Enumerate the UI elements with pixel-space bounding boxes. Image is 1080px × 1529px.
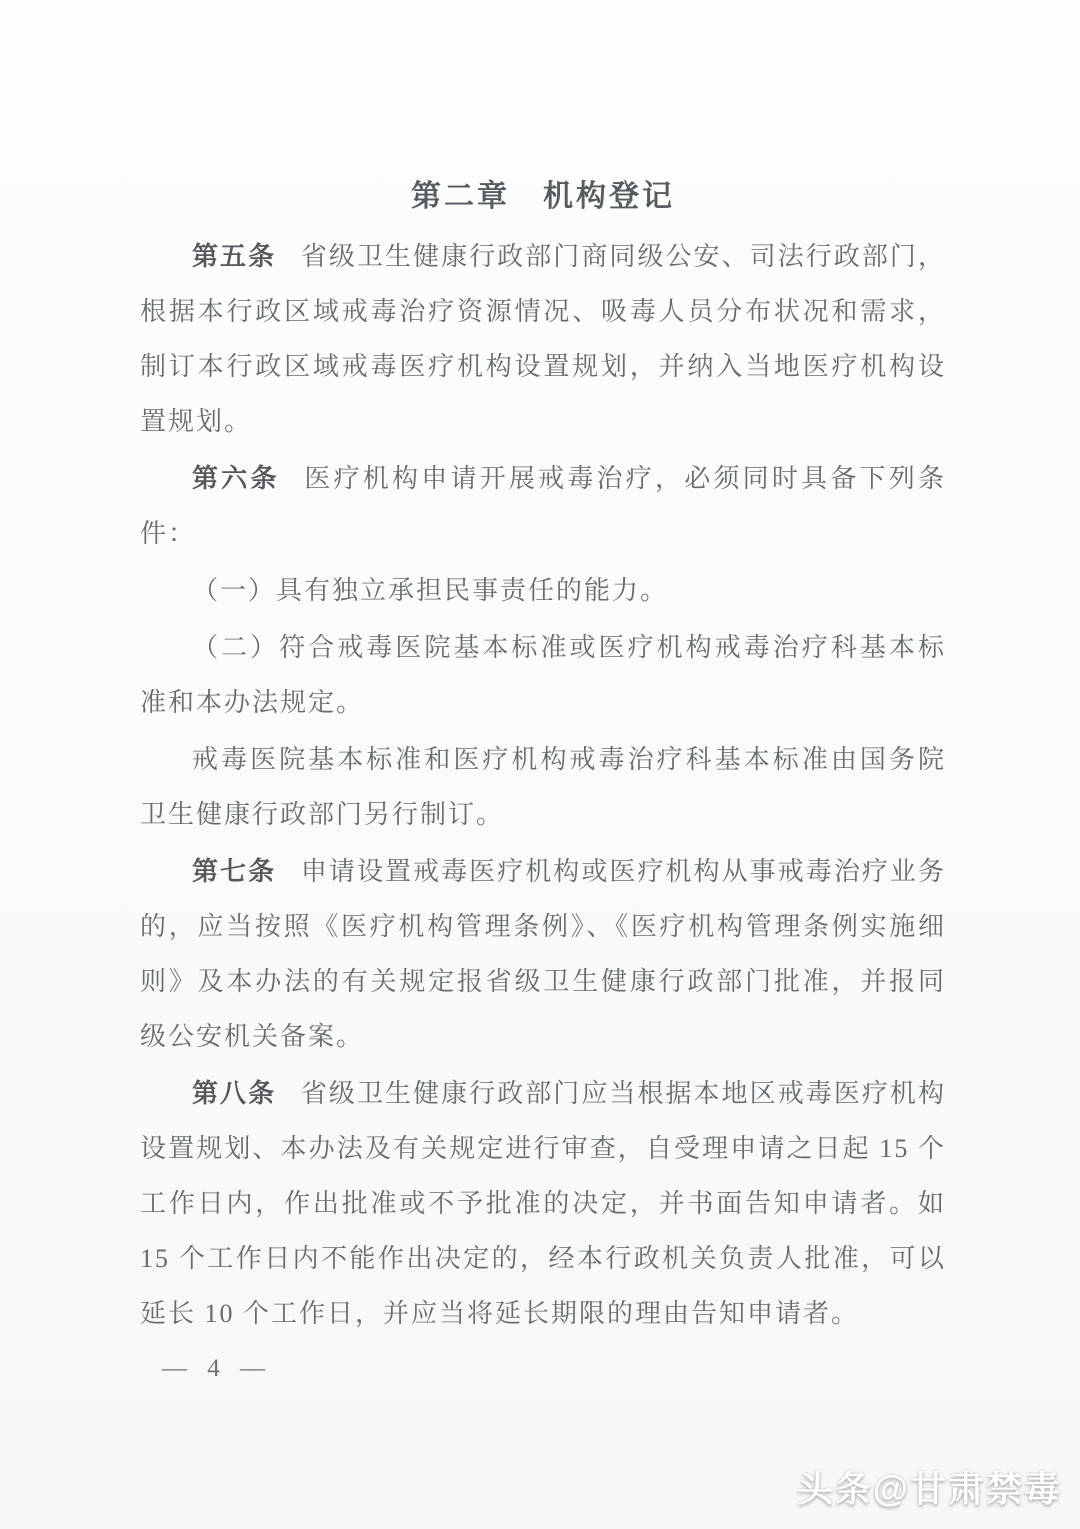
watermark: 头条@甘肃禁毒 [796, 1468, 1062, 1509]
paragraph-article-6 [140, 451, 946, 561]
standards-note-text: 戒毒医院基本标准和医疗机构戒毒治疗科基本标准由国务院卫生健康行政部门另行制订。 [140, 745, 946, 829]
paragraph-item-2 [140, 620, 946, 730]
article-8-text: 省级卫生健康行政部门应当根据本地区戒毒医疗机构设置规划、本办法及有关规定进行审查，自受理申请之日起 15 个工作日内，作出批准或不予批准的决定，并书面告知申请者。如 15 个工作日内不能作出决定的，经本行政机关负责人批准，可以延长 10 个工作日，并应当将延长期限的理由告知申请者。 [140, 1079, 946, 1328]
article-7-term: 第七条 [192, 857, 277, 886]
article-6-text: 医疗机构申请开展戒毒治疗，必须同时具备下列条件： [140, 464, 946, 548]
paragraph-article-5 [140, 229, 946, 449]
article-5-text: 省级卫生健康行政部门商同级公安、司法行政部门，根据本行政区域戒毒治疗资源情况、吸毒人员分布状况和需求，制订本行政区域戒毒医疗机构设置规划，并纳入当地医疗机构设置规划。 [140, 242, 946, 436]
article-7-text: 申请设置戒毒医疗机构或医疗机构从事戒毒治疗业务的，应当按照《医疗机构管理条例》、《医疗机构管理条例实施细则》及本办法的有关规定报省级卫生健康行政部门批准，并报同级公安机关备案。 [140, 857, 946, 1051]
article-6-term: 第六条 [192, 464, 280, 493]
item-1-text: （一）具有独立承担民事责任的能力。 [192, 576, 669, 605]
article-8-term: 第八条 [192, 1079, 277, 1108]
paragraph-standards-note [140, 732, 946, 842]
paragraph-article-7 [140, 844, 946, 1064]
chapter-heading: 第二章 机构登记 [411, 180, 675, 213]
document-page [140, 175, 946, 1383]
paragraph-article-8 [140, 1066, 946, 1341]
page-number: — 4 — [162, 1355, 272, 1382]
paragraph-item-1 [140, 563, 946, 618]
item-2-text: （二）符合戒毒医院基本标准或医疗机构戒毒治疗科基本标准和本办法规定。 [140, 633, 946, 717]
article-5-term: 第五条 [192, 242, 277, 271]
